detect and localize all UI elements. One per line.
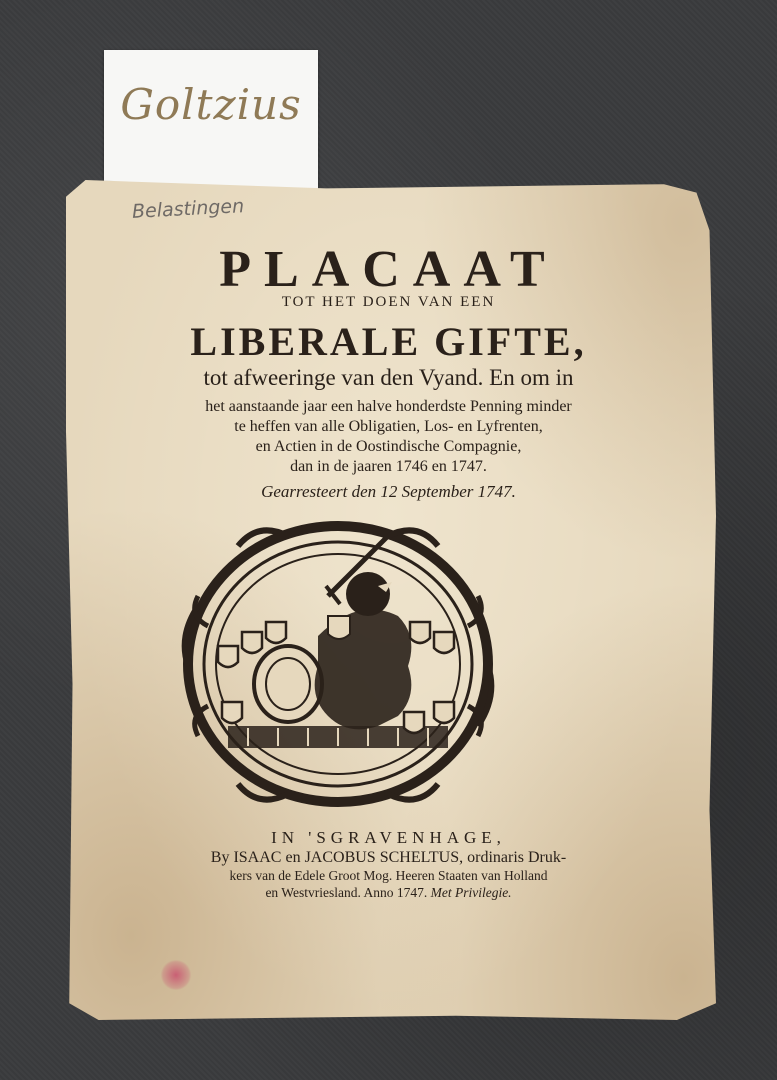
privilege-note: Met Privilegie. xyxy=(430,885,512,900)
imprint-place: IN 'SGRAVENHAGE, xyxy=(271,828,506,847)
lion-with-sword-coat-of-arms-icon xyxy=(178,516,498,811)
date-line: Gearresteert den 12 September 1747. xyxy=(261,482,516,501)
body-line: dan in de jaaren 1746 en 1747. xyxy=(290,458,487,475)
imprint-printer: By ISAAC en JACOBUS SCHELTUS, ordinaris Druk- xyxy=(210,849,567,866)
body-line: tot afweeringe van den Vyand. En om in xyxy=(203,365,574,390)
document-headline: LIBERALE GIFTE, xyxy=(190,319,587,364)
body-line: het aanstaande jaar een halve honderdste Penning minder xyxy=(205,398,572,415)
library-stamp xyxy=(160,960,192,990)
imprint-printer-line-3 xyxy=(0,885,777,901)
document-title: PLACAAT xyxy=(219,241,558,298)
body-line: en Actien in de Oostindische Compagnie, xyxy=(255,438,522,455)
dealer-label xyxy=(104,50,318,192)
dealer-label-text: Goltzius xyxy=(120,80,302,129)
imprint-location-year: en Westvriesland. Anno 1747. xyxy=(265,885,428,900)
imprint-printer-line-2: kers van de Edele Groot Mog. Heeren Staaten van Holland xyxy=(229,868,548,883)
pencil-annotation: Belastingen xyxy=(131,195,245,223)
body-line: te heffen van alle Obligatien, Los- en Lyfrenten, xyxy=(234,418,543,435)
document-subtitle: TOT HET DOEN VAN EEN xyxy=(281,294,496,310)
